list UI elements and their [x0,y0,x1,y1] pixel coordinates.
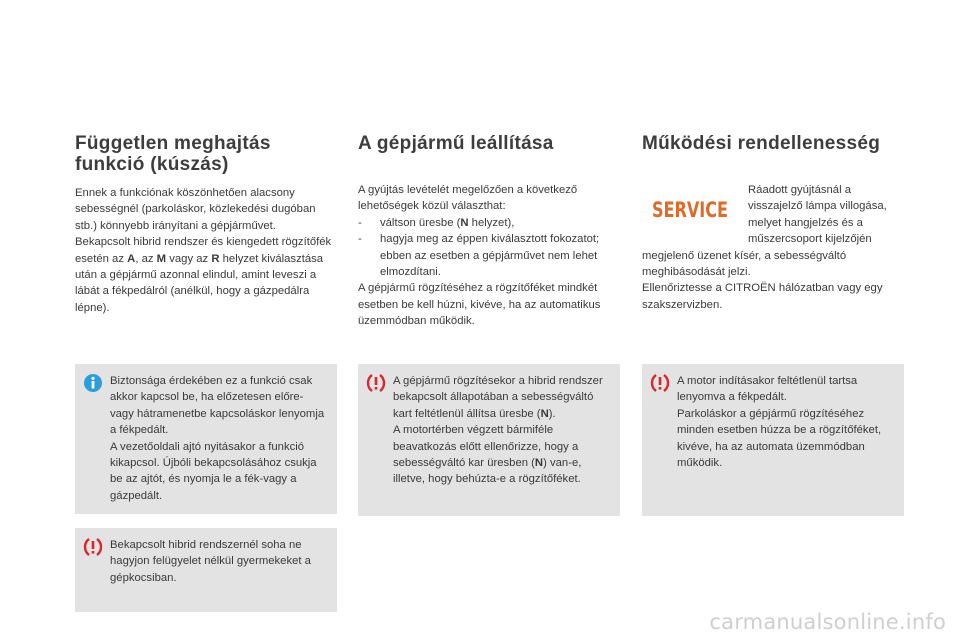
text-run: helyzet), [468,216,515,229]
paragraph: A vezetőoldali ajtó nyitásakor a funkció kikapcsol. Újbóli bekapcsolásához csukja be az ajtót, és nyomja le a fék-vagy a gázpedált. [110,440,317,502]
section-vehicle-stop [358,133,620,330]
paragraph [393,373,610,422]
service-warning-icon [650,188,730,228]
text-run: ) van-e, illetve, hogy behúzta-e a rögzítőféket. [393,457,582,486]
section-title: Működési rendellenesség [642,133,881,154]
list-item [358,231,620,280]
section-title: A gépjármű leállítása [358,133,554,154]
text-run: A motortérben végzett bármiféle beavatkozás előtt ellenőrizze, hogy a sebességváltó kar üresben ( [393,424,579,470]
text-run: , az [135,252,157,265]
text-run: Bekapcsolt hibrid rendszer és kiengedett rögzítőfék esetén az [75,236,332,265]
gear-letter: A [127,252,136,265]
text-run: helyzet kiválasztása után a gépjármű azonnal elindul, amint leveszi a lábát a fékpedálról (anélkül, hogy a gázpedálra lépne). [75,252,324,314]
paragraph [75,234,337,316]
list-item [358,215,620,231]
gear-letter: M [156,252,167,265]
list-dash: - [358,216,362,229]
section-independent-drive [75,133,337,316]
text-run: váltson üresbe ( [380,216,461,229]
section-malfunction [642,133,904,313]
section-body [642,182,904,313]
paragraph: Parkoláskor a gépjármű rögzítéséhez minden esetben húzza be a rögzítőféket, kivéve, ha az automata üzemmódban működik. [677,407,882,470]
text-run: A gépjármű rögzítésekor a hibrid rendszer bekapcsolt állapotában a sebességváltó kart feltétlenül állítsa üresbe ( [393,375,603,420]
paragraph: A motor indításakor feltétlenül tartsa lenyomva a fékpedált. [677,375,858,404]
warning-icon [650,373,670,393]
text-run: vagy az [166,252,212,265]
section-body [358,182,620,330]
gear-letter: R [211,252,220,265]
paragraph: A gyújtás levételét megelőzően a következő lehetőségek közül választhat: [358,184,578,213]
warning-icon [366,373,386,393]
text-run: ). [548,407,556,420]
service-label: SERVICE [652,198,728,222]
warning-note-box [75,528,337,612]
paragraph: Bekapcsolt hibrid rendszernél soha ne hagyjon felügyelet nélkül gyermekeket a gépkocsiban. [110,539,311,584]
paragraph: Biztonsága érdekében ez a funkció csak akkor kapcsol be, ha előzetesen előre- vagy hátramenetbe kapcsoláskor lenyomja a fékpedált. [110,375,325,437]
warning-note-box [358,364,620,516]
info-icon [83,373,103,393]
gear-letter: N [540,407,549,420]
gear-letter: N [460,216,469,229]
warning-note-box [642,364,904,516]
paragraph [393,422,610,488]
section-body [75,185,337,316]
section-title: Független meghajtás funkció (kúszás) [75,133,271,175]
watermark: carmanualsonline.info [709,610,946,634]
list-text: hagyja meg az éppen kiválasztott fokozatot; ebben az esetben a gépjárművet nem lehet elmozdítani. [380,233,600,279]
info-note-box [75,364,337,514]
list-text [380,215,620,231]
list-dash: - [358,233,362,246]
gear-letter: N [534,457,544,470]
paragraph: Ellenőriztesse a CITROËN hálózatban vagy egy szakszervizben. [642,282,883,311]
paragraph: Ráadott gyújtásnál a visszajelző lámpa villogása, melyet hangjelzés és a műszercsoport kijelzőjén megjelenő üzenet kísér, a sebességváltó meghibásodását jelzi. [642,184,887,279]
paragraph: A gépjármű rögzítéséhez a rögzítőféket mindkét esetben be kell húzni, kivéve, ha az automatikus üzemmódban működik. [358,282,601,328]
paragraph: Ennek a funkciónak köszönhetően alacsony sebességnél (parkoláskor, közlekedési dugóban stb.) könnyebb irányítani a gépjárművet. [75,187,316,232]
warning-icon [83,537,103,557]
